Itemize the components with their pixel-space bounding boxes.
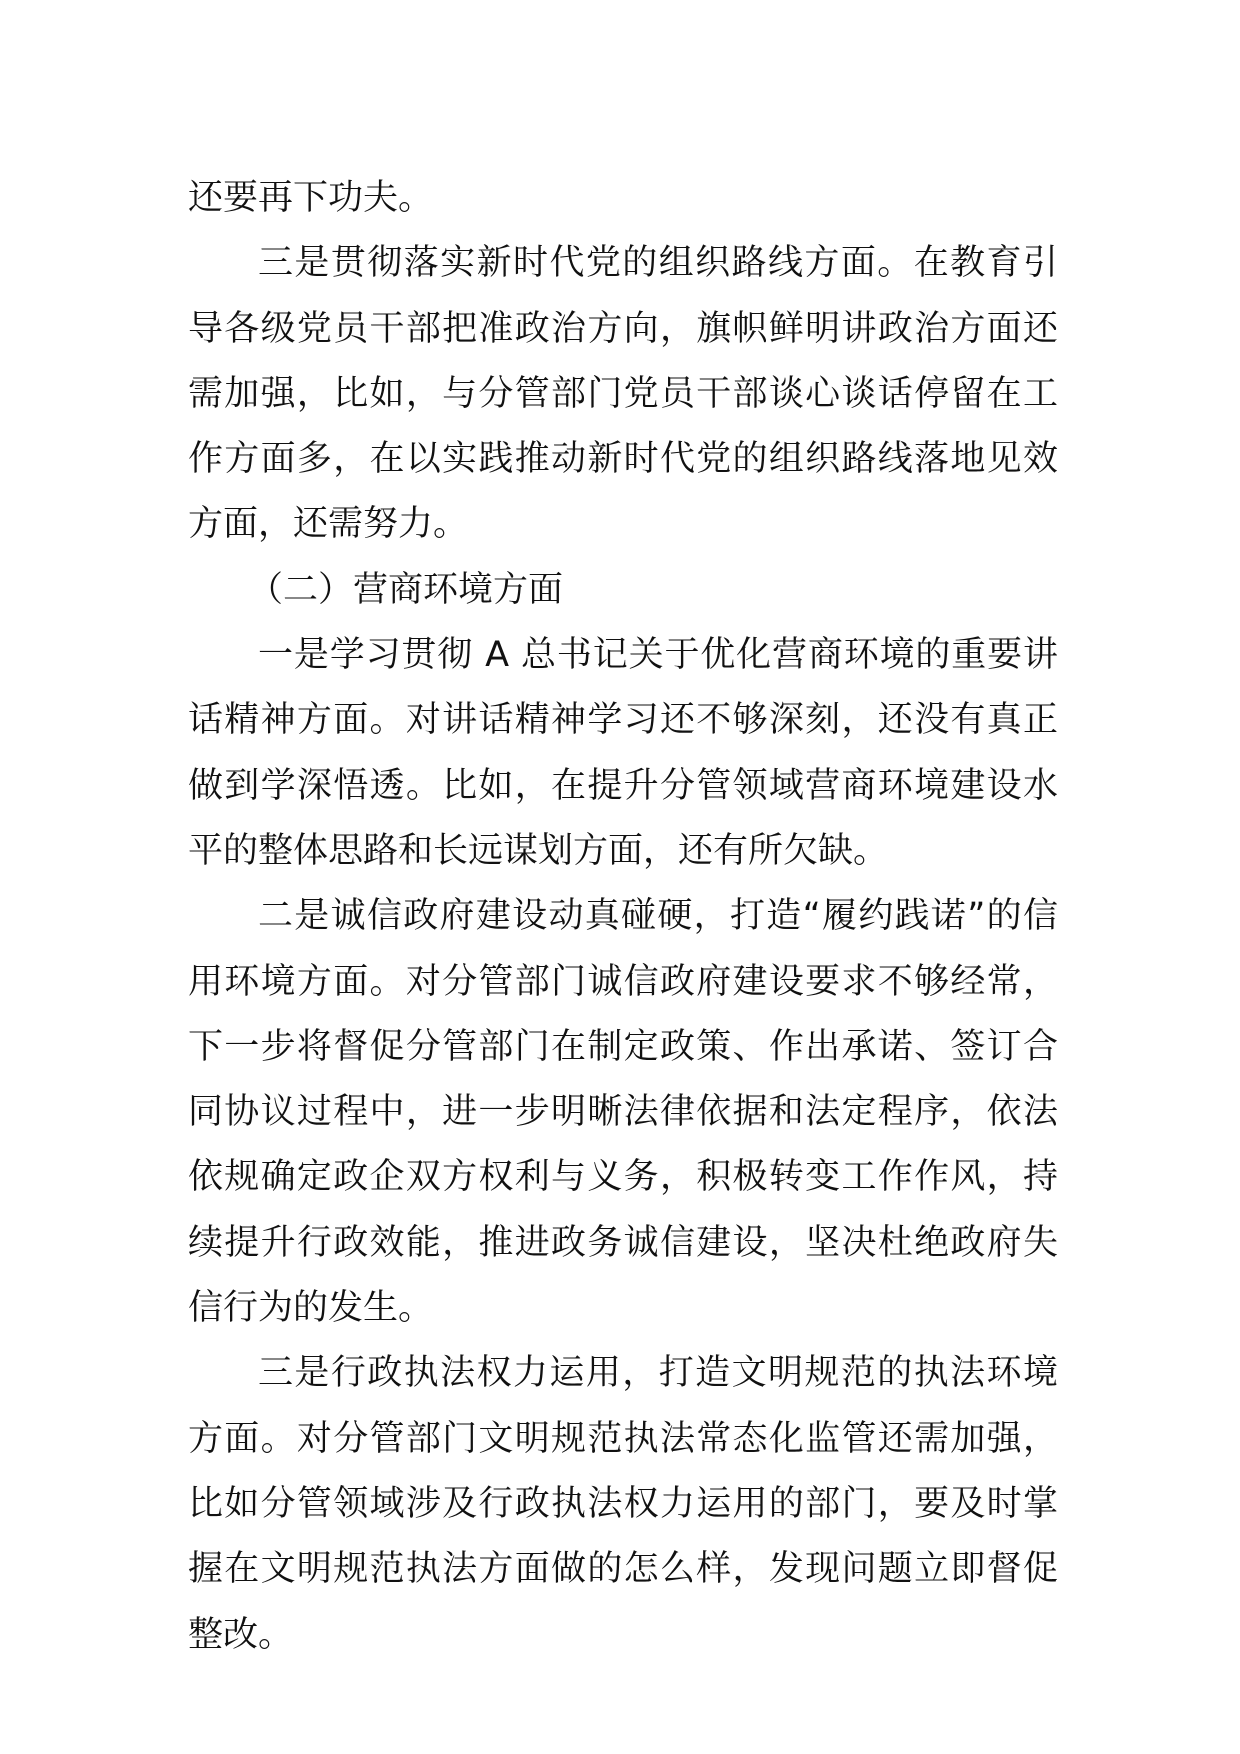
paragraph-organization-line: 三是贯彻落实新时代党的组织路线方面。在教育引导各级党员干部把准政治方向，旗帜鲜明讲政治方面还需加强，比如，与分管部门党员干部谈心谈话停留在工作方面多，在以实践推动新时代党的组织路线落地见效方面，还需努力。	[188, 243, 1058, 545]
section-heading-business-environment: （二）营商环境方面	[248, 569, 564, 610]
paragraph-study-speech: 一是学习贯彻 A 总书记关于优化营商环境的重要讲话精神方面。对讲话精神学习还不够深刻，还没有真正做到学深悟透。比如，在提升分管领域营商环境建设水平的整体思路和长远谋划方面，还有所欠缺。	[188, 635, 1058, 871]
document-body	[188, 166, 1058, 1668]
paragraph-credit-government: 二是诚信政府建设动真碰硬，打造“履约践诺”的信用环境方面。对分管部门诚信政府建设要求不够经常，下一步将督促分管部门在制定政策、作出承诺、签订合同协议过程中，进一步明晰法律依据和法定程序，依法依规确定政企双方权利与义务，积极转变工作作风，持续提升行政效能，推进政务诚信建设，坚决杜绝政府失信行为的发生。	[188, 896, 1058, 1329]
paragraph-law-enforcement: 三是行政执法权力运用，打造文明规范的执法环境方面。对分管部门文明规范执法常态化监管还需加强，比如分管领域涉及行政执法权力运用的部门，要及时掌握在文明规范执法方面做的怎么样，发现问题立即督促整改。	[188, 1353, 1058, 1655]
paragraph-continuation: 还要再下功夫。	[188, 178, 434, 218]
